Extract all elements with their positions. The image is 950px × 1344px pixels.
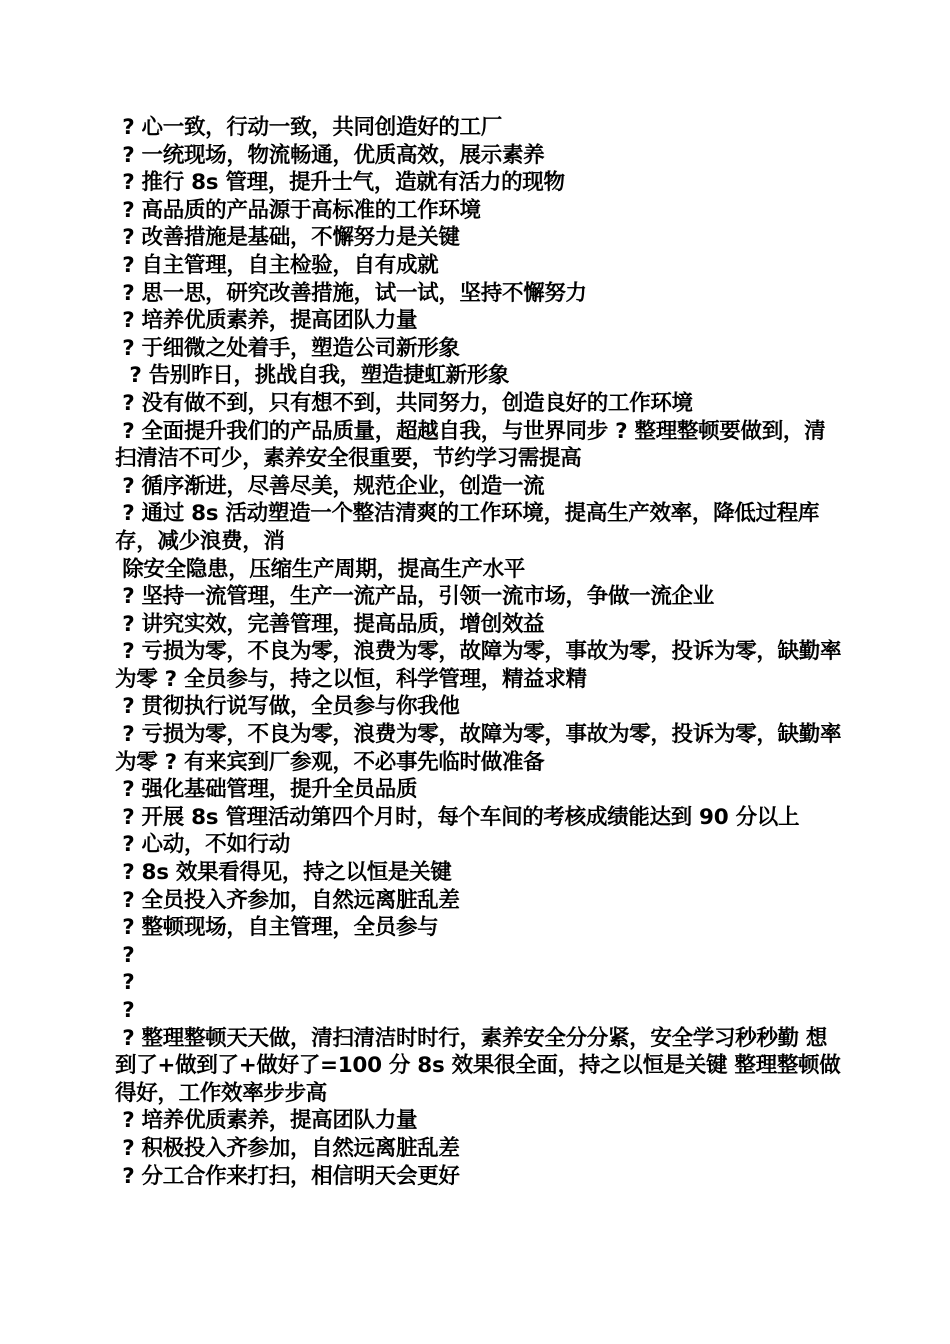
slogan-line: ? 讲究实效，完善管理，提高品质，增创效益 — [115, 611, 545, 637]
slogan-line: ? 于细微之处着手，塑造公司新形象 — [115, 335, 460, 361]
slogan-line: ? 改善措施是基础，不懈努力是关键 — [115, 225, 460, 251]
slogan-line: ? 通过 8s 活动塑造一个整洁清爽的工作环境，提高生产效率，降低过程库存，减少浪费，消 — [115, 501, 820, 554]
slogan-line: ? 培养优质素养，提高团队力量 — [115, 308, 418, 334]
slogan-line: ? 没有做不到，只有想不到，共同努力，创造良好的工作环境 — [115, 390, 693, 416]
slogan-line: ? 开展 8s 管理活动第四个月时，每个车间的考核成绩能达到 90 分以上 — [115, 804, 800, 830]
slogan-line: ? 整顿现场，自主管理，全员参与 — [115, 915, 439, 941]
slogan-line: ? 全员投入齐参加，自然远离脏乱差 — [115, 887, 460, 913]
document-body — [115, 114, 845, 1190]
slogan-line: ? 循序渐进，尽善尽美，规范企业，创造一流 — [115, 473, 545, 499]
slogan-line: ? 心动，不如行动 — [115, 832, 290, 858]
slogan-line: ? 心一致，行动一致，共同创造好的工厂 — [115, 115, 502, 140]
slogan-line: ? 亏损为零，不良为零，浪费为零，故障为零，事故为零，投诉为零，缺勤率为零 ? 全员参与，持之以恒，科学管理，精益求精 — [115, 639, 842, 692]
slogan-line: ? 告别昨日，挑战自我，塑造捷虹新形象 — [115, 363, 510, 389]
slogan-line: ? 自主管理，自主检验，自有成就 — [115, 252, 439, 278]
slogan-line: ? 贯彻执行说写做，全员参与你我他 — [115, 694, 460, 720]
slogan-line: ? 一统现场，物流畅通，优质高效，展示素养 — [115, 142, 545, 168]
slogan-line: ? 推行 8s 管理，提升士气，造就有活力的现物 — [115, 170, 565, 196]
slogan-line: ? 全面提升我们的产品质量，超越自我，与世界同步 ? 整理整顿要做到，清扫清洁不可少，素养安全很重要，节约学习需提高 — [115, 418, 826, 472]
slogan-line: ? 分工合作来打扫，相信明天会更好 — [115, 1163, 460, 1189]
slogan-line: ? 积极投入齐参加，自然远离脏乱差 — [115, 1135, 460, 1161]
slogan-line: ? — [115, 942, 135, 968]
slogan-line: ? 整理整顿天天做，清扫清洁时时行，素养安全分分紧，安全学习秒秒勤 想到了+做到了+做好了=100 分 8s 效果很全面，持之以恒是关键 整理整顿做得好，工作效率步步高 — [115, 1025, 841, 1106]
slogan-line: ? 坚持一流管理，生产一流产品，引领一流市场，争做一流企业 — [115, 584, 714, 610]
slogan-line: 除安全隐患，压缩生产周期，提高生产水平 — [115, 556, 525, 582]
slogan-line: ? 亏损为零，不良为零，浪费为零，故障为零，事故为零，投诉为零，缺勤率为零 ? 有来宾到厂参观，不必事先临时做准备 — [115, 722, 842, 775]
slogan-line: ? 8s 效果看得见，持之以恒是关键 — [115, 860, 452, 886]
slogan-line: ? — [115, 998, 135, 1023]
slogan-line: ? 强化基础管理，提升全员品质 — [115, 777, 418, 803]
slogan-line: ? 高品质的产品源于高标准的工作环境 — [115, 197, 481, 223]
slogan-line: ? 思一思，研究改善措施，试一试，坚持不懈努力 — [115, 280, 587, 306]
slogan-line: ? — [115, 970, 135, 996]
slogan-line: ? 培养优质素养，提高团队力量 — [115, 1108, 418, 1134]
